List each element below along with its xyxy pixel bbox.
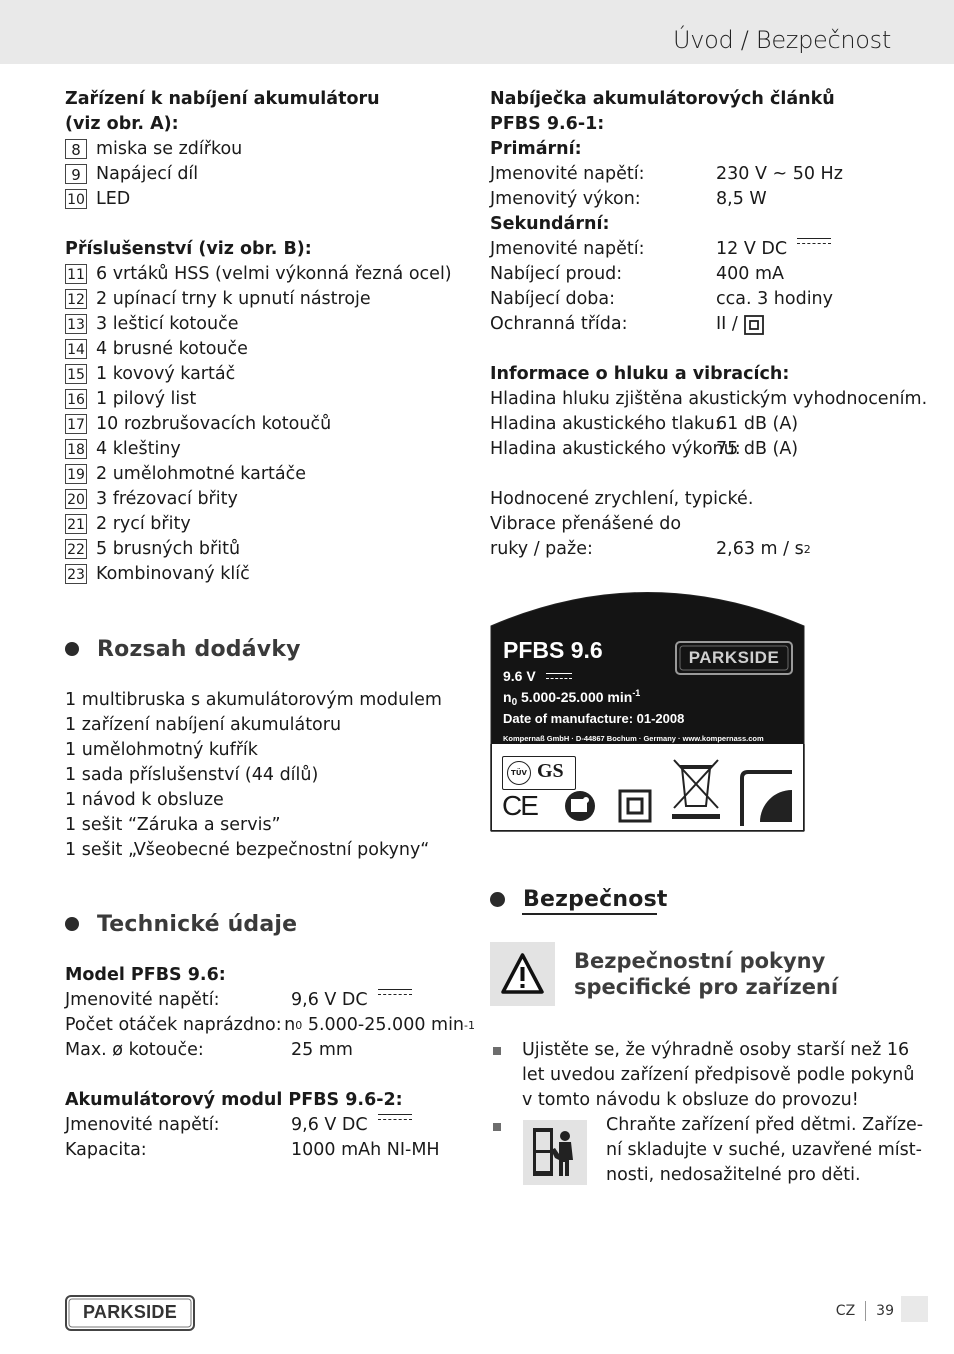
scope-section-header [65,634,301,664]
spec-label: Max. ø kotouče: [65,1040,204,1060]
battery-heading: Akumulátorový modul PFBS 9.6-2: [65,1090,403,1110]
list-item [65,262,465,287]
item-number: 23 [65,564,87,584]
vibration-text: Vibrace přenášené do [490,514,682,534]
spec-label: Ochranná třída: [490,314,628,334]
item-number: 21 [65,514,87,534]
dc-symbol-icon [797,237,831,247]
spec-row [65,1113,475,1138]
plate-speed-sup: -1 [632,688,641,698]
item-label: 3 lešticí kotouče [96,314,239,334]
dc-symbol-icon [546,673,572,681]
warning-box [490,942,555,1006]
spec-row [490,412,900,437]
item-label: 1 pilový list [96,389,197,409]
list-item: 1 multibruska s akumulátorovým modulem [65,690,442,710]
spec-value: 61 dB (A) [716,414,799,434]
spec-row [490,187,900,212]
list-item [65,512,465,537]
spec-label: Počet otáček naprázdno: [65,1015,282,1035]
list-item: 1 umělohmotný kufřík [65,740,258,760]
item-label: Napájecí díl [96,164,199,184]
item-number: 19 [65,464,87,484]
item-label: 2 umělohmotné kartáče [96,464,307,484]
spec-label: Hladina akustického tlaku: [490,414,721,434]
spec-row [65,1138,475,1163]
spec-row [490,237,900,262]
spec-value: 9,6 V DC [291,990,368,1010]
bullet-dot-icon [65,642,79,656]
list-item [65,537,465,562]
spec-label: Hladina akustického výkonu: [490,439,741,459]
spec-row [490,312,900,337]
spec-row [490,162,900,187]
bullet-dot-icon [490,892,505,907]
item-number: 20 [65,489,87,509]
item-label: 1 kovový kartáč [96,364,236,384]
logo-text: PARKSIDE [82,1302,178,1322]
safety-title: Bezpečnost [523,886,668,912]
spec-value: 8,5 W [716,189,767,209]
bullet-text: Ujistěte se, že výhradně osoby starší než 16 [522,1040,910,1060]
spec-value-sup: -1 [464,1019,475,1032]
warning-triangle-icon [490,942,555,1006]
item-number: 11 [65,264,87,284]
item-label: 3 frézovací břity [96,489,238,509]
dc-symbol-icon [378,988,412,998]
list-item: 1 zařízení nabíjení akumulátoru [65,715,342,735]
safety-underline [522,913,657,915]
safety-subtitle-line-1: Bezpečnostní pokyny [574,949,826,973]
plate-company: Kompernaß GmbH · D-44867 Bochum · Germany · www.kompernass.com [503,734,764,743]
spec-label: Kapacita: [65,1140,147,1160]
spec-value: 12 V DC [716,239,788,259]
charger-specs-heading-2: PFBS 9.6-1: [490,114,605,134]
left-column [65,87,465,587]
spec-label: Jmenovité napětí: [490,164,645,184]
spec-label: Nabíjecí proud: [490,264,623,284]
spec-label: ruky / paže: [490,539,593,559]
page-tab [901,1296,928,1322]
item-number: 14 [65,339,87,359]
bullet-text: ní skladujte v suché, uzavřené míst- [606,1140,922,1160]
list-item [65,337,465,362]
tech-title: Technické údaje [97,911,298,937]
safety-bullet-1 [522,1038,915,1113]
list-item [65,312,465,337]
list-item [65,187,465,212]
dc-symbol-icon [378,1113,412,1123]
spec-label: Jmenovité napětí: [65,990,220,1010]
list-item: 1 návod k obsluze [65,790,224,810]
item-label: 10 rozbrušovacích kotoučů [96,414,332,434]
bullet-dot-icon [65,917,79,931]
noise-intro: Hladina hluku zjištěna akustickým vyhodnocením. [490,389,928,409]
plate-brand-logo: PARKSIDE [688,648,780,667]
spec-value: 230 V ~ 50 Hz [716,164,843,184]
square-bullet-icon [493,1047,501,1055]
list-item [65,487,465,512]
item-label: miska se zdířkou [96,139,243,159]
page-number-area [836,1301,894,1321]
charger-specs-heading: Nabíječka akumulátorových článků [490,89,835,109]
protection-class-ii-icon [744,315,764,335]
spec-value: II / [716,314,738,334]
list-item [65,437,465,462]
rating-plate [490,584,805,832]
bullet-text: Chraňte zařízení před dětmi. Zaříze- [606,1115,924,1135]
page-title: Úvod / Bezpečnost [672,26,891,54]
safety-bullet-2 [606,1113,924,1188]
list-item [65,287,465,312]
spec-row [65,1013,475,1038]
tuv-gs-mark-icon [502,756,576,790]
list-item [65,162,465,187]
list-item: 1 sešit “Záruka a servis” [65,815,281,835]
accessories-list [65,262,465,587]
spec-value-prefix: n [284,1015,296,1035]
tech-section-header [65,909,297,939]
language-code: CZ [835,1303,856,1319]
list-item: 1 sešit „Všeobecné bezpečnostní pokyny“ [65,840,430,860]
item-number: 17 [65,414,87,434]
spec-row [65,1038,475,1063]
list-item: 1 sada příslušenství (44 dílů) [65,765,319,785]
safety-subtitle-line-2: specifické pro zařízení [574,975,839,999]
item-number: 22 [65,539,87,559]
spec-value: 9,6 V DC [291,1115,368,1135]
read-manual-icon [562,789,598,823]
scope-list [65,688,475,863]
spec-label: Jmenovité napětí: [65,1115,220,1135]
spec-row [490,537,900,562]
spec-row [65,988,475,1013]
plate-voltage: 9.6 V [503,668,536,684]
noise-heading: Informace o hluku a vibracích: [490,364,790,384]
spec-label: Jmenovitý výkon: [490,189,641,209]
plate-model: PFBS 9.6 [503,637,603,663]
spec-value: 25 mm [291,1040,353,1060]
spec-value: 75 dB (A) [716,439,799,459]
item-number: 13 [65,314,87,334]
gs-label: GS [537,760,564,782]
spec-value: 5.000-25.000 min [307,1015,465,1035]
list-item [65,462,465,487]
item-label: LED [96,189,131,209]
item-number: 12 [65,289,87,309]
list-item [65,387,465,412]
list-item [65,137,465,162]
spec-value: cca. 3 hodiny [716,289,834,309]
ce-mark-icon: CE [502,790,537,821]
item-label: 2 rycí břity [96,514,191,534]
spec-label: Jmenovité napětí: [490,239,645,259]
square-bullet-icon [493,1123,501,1131]
vibration-text: Hodnocené zrychlení, typické. [490,489,754,509]
item-label: 4 brusné kotouče [96,339,248,359]
spec-value: 1000 mAh NI-MH [291,1140,440,1160]
item-label: Kombinovaný klíč [96,564,250,584]
item-label: 2 upínací trny k upnutí nástroje [96,289,371,309]
safety-subtitle [574,948,838,1000]
spec-value-sub: 0 [295,1019,303,1032]
item-number: 10 [65,189,87,209]
charger-device-list [65,137,465,212]
bullet-text: let uvedou zařízení předpisově podle pokynů [522,1065,915,1085]
page-header [0,0,954,64]
list-item [65,362,465,387]
spec-value: 400 mA [716,264,784,284]
list-item [65,412,465,437]
plate-voltage-row [503,668,572,684]
tuv-label: TÜV [507,761,531,785]
tech-specs [65,963,475,1163]
parkside-logo [65,1295,195,1331]
divider [865,1301,866,1321]
spec-row [490,262,900,287]
item-label: 5 brusných břitů [96,539,241,559]
plate-speed-prefix: n [503,689,512,705]
item-number: 8 [65,139,87,159]
item-number: 15 [65,364,87,384]
spec-label: Nabíjecí doba: [490,289,616,309]
plate-speed: 5.000-25.000 min [521,689,633,705]
item-number: 16 [65,389,87,409]
primary-label: Primární: [490,139,582,159]
charger-device-heading-2: (viz obr. A): [65,114,179,134]
secondary-label: Sekundární: [490,214,610,234]
protection-class-ii-icon [618,789,652,823]
item-number: 9 [65,164,87,184]
plate-date: Date of manufacture: 01-2008 [503,711,685,726]
page-number: 39 [876,1303,894,1319]
child-safety-icon [523,1120,587,1185]
item-label: 6 vrtáků HSS (velmi výkonná řezná ocel) [96,264,452,284]
bullet-text: v tomto návodu k obsluze do provozu! [522,1090,859,1110]
right-column [490,87,928,562]
safety-section-header [490,884,668,914]
spec-value: 2,63 m / s [716,539,804,559]
indoor-use-icon [740,770,794,826]
item-number: 18 [65,439,87,459]
model-heading: Model PFBS 9.6: [65,965,226,985]
charger-device-heading: Zařízení k nabíjení akumulátoru [65,89,380,109]
list-item [65,562,465,587]
plate-speed-sub: 0 [511,697,518,708]
weee-bin-icon [670,756,722,820]
accessories-heading: Příslušenství (viz obr. B): [65,239,312,259]
scope-title: Rozsah dodávky [97,636,301,662]
spec-row [490,287,900,312]
spec-value-sup: 2 [803,543,811,556]
plate-speed-row [503,688,640,708]
bullet-text: nosti, nedosažitelné pro děti. [606,1165,861,1185]
item-label: 4 kleštiny [96,439,181,459]
spec-row [490,437,900,462]
